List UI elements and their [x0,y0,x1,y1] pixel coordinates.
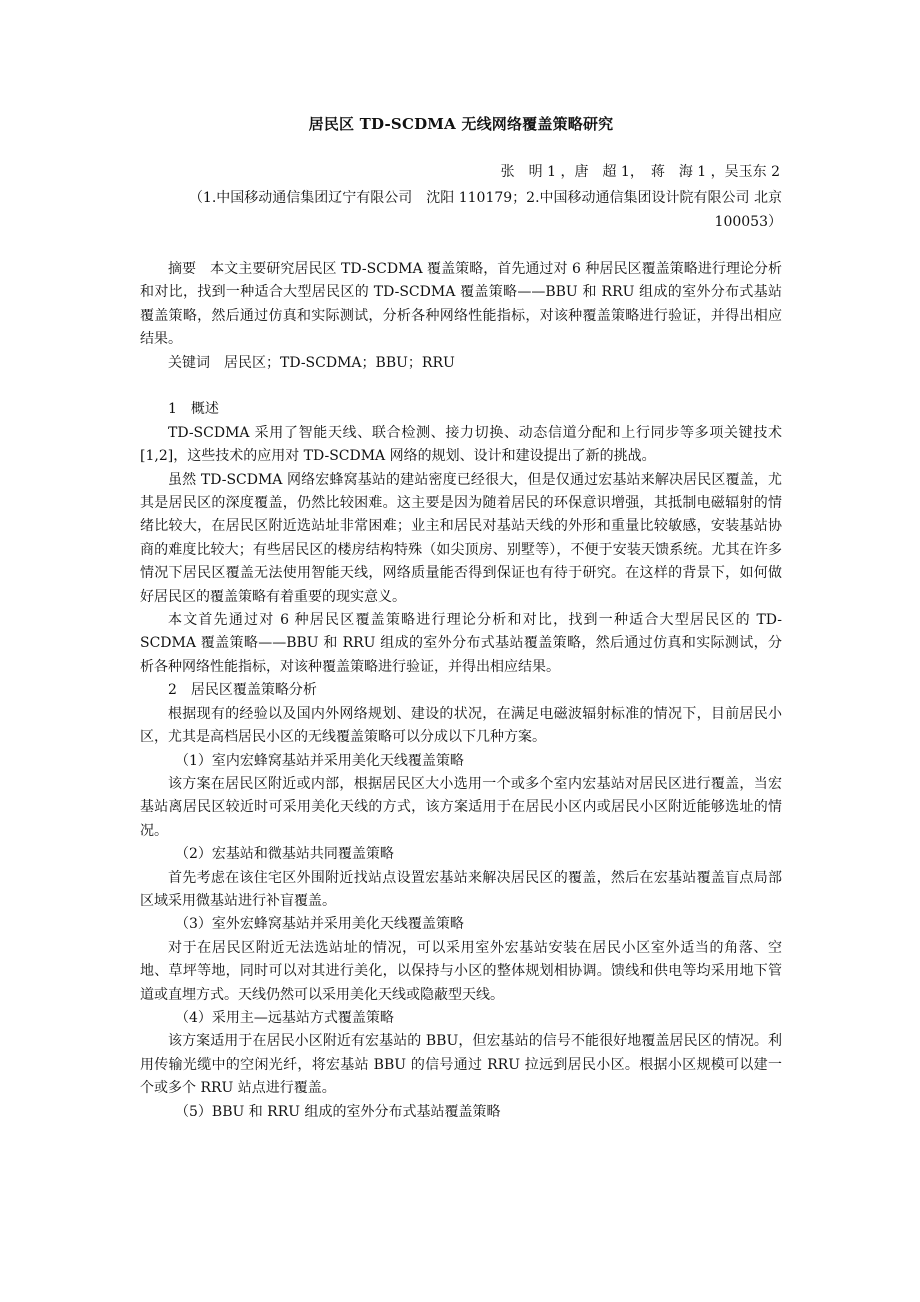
section-1-paragraph-1: TD-SCDMA 采用了智能天线、联合检测、接力切换、动态信道分配和上行同步等多项关键技术[1,2]，这些技术的应用对 TD-SCDMA 网络的规划、设计和建设提出了新的挑战。 [140,424,782,465]
paper-body [140,258,782,1124]
option-4-heading: （4）采用主—远基站方式覆盖策略 [175,1009,394,1026]
author-list: 张 明 1 ，唐 超 1， 蒋 海 1 ，吴玉东 2 [500,164,780,180]
affiliation: （1.中国移动通信集团辽宁有限公司 沈阳 110179；2.中国移动通信集团设计院有限公司 北京 100053） [188,190,782,230]
keywords: 关键词 居民区；TD-SCDMA；BBU；RRU [168,354,455,371]
section-1-paragraph-3: 本文首先通过对 6 种居民区覆盖策略进行理论分析和对比，找到一种适合大型居民区的 TD-SCDMA 覆盖策略——BBU 和 RRU 组成的室外分布式基站覆盖策略，然后通过仿真和实际测试，分析各种网络性能指标，对该种覆盖策略进行验证，并得出相应结果。 [140,612,782,675]
section-2-paragraph-1: 根据现有的经验以及国内外网络规划、建设的状况，在满足电磁波辐射标准的情况下，目前居民小区，尤其是高档居民小区的无线覆盖策略可以分成以下几种方案。 [140,705,782,746]
option-2-heading: （2）宏基站和微基站共同覆盖策略 [175,846,394,863]
section-2-heading: 2 居民区覆盖策略分析 [168,682,317,699]
option-2-text: 首先考虑在该住宅区外围附近找站点设置宏基站来解决居民区的覆盖，然后在宏基站覆盖盲点局部区域采用微基站进行补盲覆盖。 [140,869,782,909]
option-1-text: 该方案在居民区附近或内部，根据居民区大小选用一个或多个室内宏基站对居民区进行覆盖，当宏基站离居民区较近时可采用美化天线的方式，该方案适用于在居民小区内或居民小区附近能够选址的情况。 [140,775,782,839]
option-3-heading: （3）室外宏蜂窝基站并采用美化天线覆盖策略 [175,916,464,933]
option-5-heading: （5）BBU 和 RRU 组成的室外分布式基站覆盖策略 [175,1103,501,1120]
spacer [140,375,782,398]
abstract: 摘要 本文主要研究居民区 TD-SCDMA 覆盖策略，首先通过对 6 种居民区覆盖策略进行理论分析和对比，找到一种适合大型居民区的 TD-SCDMA 覆盖策略——BBU 和 RRU 组成的室外分布式基站覆盖策略，然后通过仿真和实际测试，分析各种网络性能指标，对该种覆盖策略进行验证，并得出相应结果。 [140,261,782,348]
section-1-paragraph-2: 虽然 TD-SCDMA 网络宏蜂窝基站的建站密度已经很大，但是仅通过宏基站来解决居民区覆盖，尤其是居民区的深度覆盖，仍然比较困难。这主要是因为随着居民的环保意识增强，其抵制电磁辐射的情绪比较大，在居民区附近选站址非常困难；业主和居民对基站天线的外形和重量比较敏感，安装基站协商的难度比较大；有些居民区的楼房结构特殊（如尖顶房、别墅等），不便于安装天馈系统。尤其在许多情况下居民区覆盖无法使用智能天线，网络质量能否得到保证也有待于研究。在这样的背景下，如何做好居民区的覆盖策略有着重要的现实意义。 [140,471,782,605]
option-3-text: 对于在居民区附近无法选站址的情况，可以采用室外宏基站安装在居民小区室外适当的角落、空地、草坪等地，同时可以对其进行美化，以保持与小区的整体规划相协调。馈线和供电等均采用地下管道或直埋方式。天线仍然可以采用美化天线或隐蔽型天线。 [140,939,782,1003]
paper-title: 居民区 TD-SCDMA 无线网络覆盖策略研究 [308,115,614,133]
section-1-heading: 1 概述 [168,401,219,418]
option-1-heading: （1）室内宏蜂窝基站并采用美化天线覆盖策略 [175,752,464,769]
option-4-text: 该方案适用于在居民小区附近有宏基站的 BBU，但宏基站的信号不能很好地覆盖居民区的情况。利用传输光缆中的空闲光纤，将宏基站 BBU 的信号通过 RRU 拉远到居民小区。根据小区规模可以建一个或多个 RRU 站点进行覆盖。 [140,1033,782,1097]
